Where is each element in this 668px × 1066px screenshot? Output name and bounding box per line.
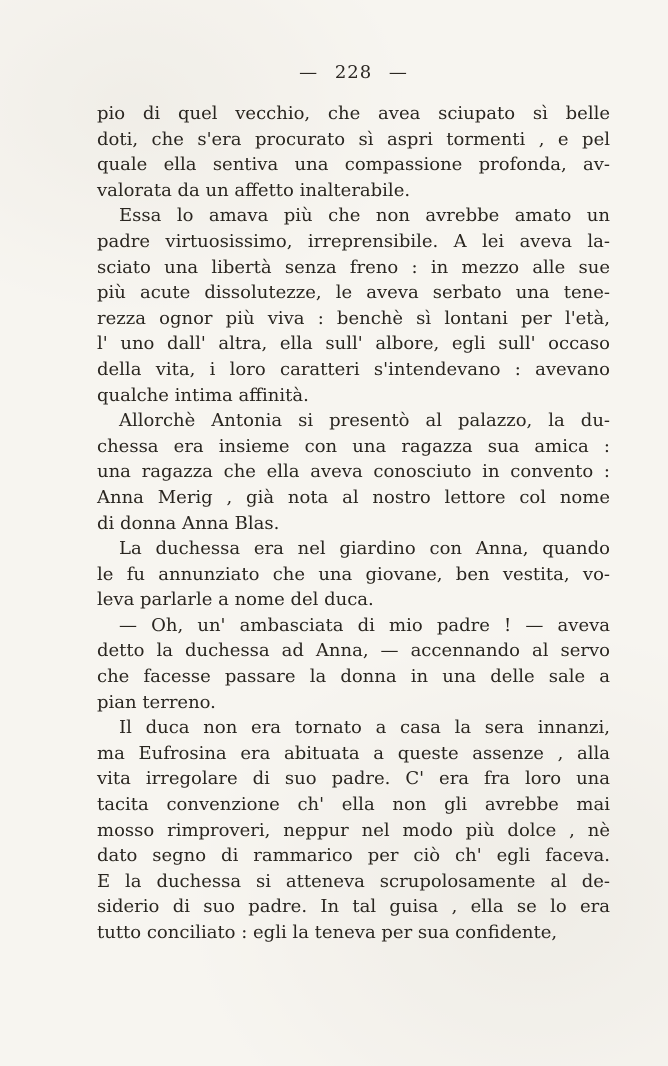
text-line: qualche intima affinità. [97,384,309,406]
text-line: vita irregolare di suo padre. C' era fra loro una [97,768,610,790]
text-line: padre virtuosissimo, irreprensibile. A lei aveva la- [97,230,610,252]
text-line: più acute dissolutezze, le aveva serbato una tene- [97,282,610,304]
text-line: che facesse passare la donna in una delle sale a [97,666,610,688]
text-line: chessa era insieme con una ragazza sua amica : [97,435,610,457]
paragraph [97,203,610,408]
text-line: tutto conciliato : egli la teneva per sua confidente, [97,922,558,943]
text-line: Il duca non era tornato a casa la sera innanzi, [119,717,610,739]
text-line: siderio di suo padre. In tal guisa , ella se lo era [97,896,610,918]
text-line: ma Eufrosina era abituata a queste assenze , alla [97,742,610,764]
text-line: Allorchè Antonia si presentò al palazzo, la du- [119,410,610,432]
text-line: l' uno dall' altra, ella sull' albore, egli sull' occaso [97,333,610,355]
page-text [97,101,610,946]
text-line: Essa lo amava più che non avrebbe amato un [119,205,610,227]
text-line: doti, che s'era procurato sì aspri tormenti , e pel [97,128,610,150]
text-line: rezza ognor più viva : benchè sì lontani per l'età, [97,307,610,329]
text-line: pio di quel vecchio, che avea sciupato sì belle [97,103,610,124]
page-number-header: — 228 — [299,62,408,83]
text-line: della vita, i loro caratteri s'intendevano : avevano [97,358,610,380]
text-line: Anna Merig , già nota al nostro lettore col nome [97,486,610,508]
text-line: La duchessa era nel giardino con Anna, quando [119,538,610,560]
text-line: mosso rimproveri, neppur nel modo più dolce , nè [97,819,610,841]
text-line: tacita convenzione ch' ella non gli avrebbe mai [97,794,610,816]
text-line: — Oh, un' ambasciata di mio padre ! — aveva [119,614,610,636]
page-edge-shadow [638,0,668,1066]
text-line: dato segno di rammarico per ciò ch' egli faceva. [97,845,610,867]
text-line: pian terreno. [97,691,216,713]
paragraph [97,715,610,945]
text-line: quale ella sentiva una compassione profonda, av- [97,154,610,176]
text-line: detto la duchessa ad Anna, — accennando al servo [97,640,610,662]
text-line: di donna Anna Blas. [97,512,280,534]
text-line: E la duchessa si atteneva scrupolosamente al de- [97,870,610,892]
text-line: valorata da un affetto inalterabile. [97,179,411,201]
paragraph [97,613,610,715]
paragraph [97,536,610,613]
text-line: una ragazza che ella aveva conosciuto in convento : [97,461,610,483]
paragraph [97,101,610,203]
text-line: sciato una libertà senza freno : in mezzo alle sue [97,256,610,278]
paragraph [97,408,610,536]
text-line: le fu annunziato che una giovane, ben vestita, vo- [97,563,610,585]
text-line: leva parlarle a nome del duca. [97,589,374,611]
